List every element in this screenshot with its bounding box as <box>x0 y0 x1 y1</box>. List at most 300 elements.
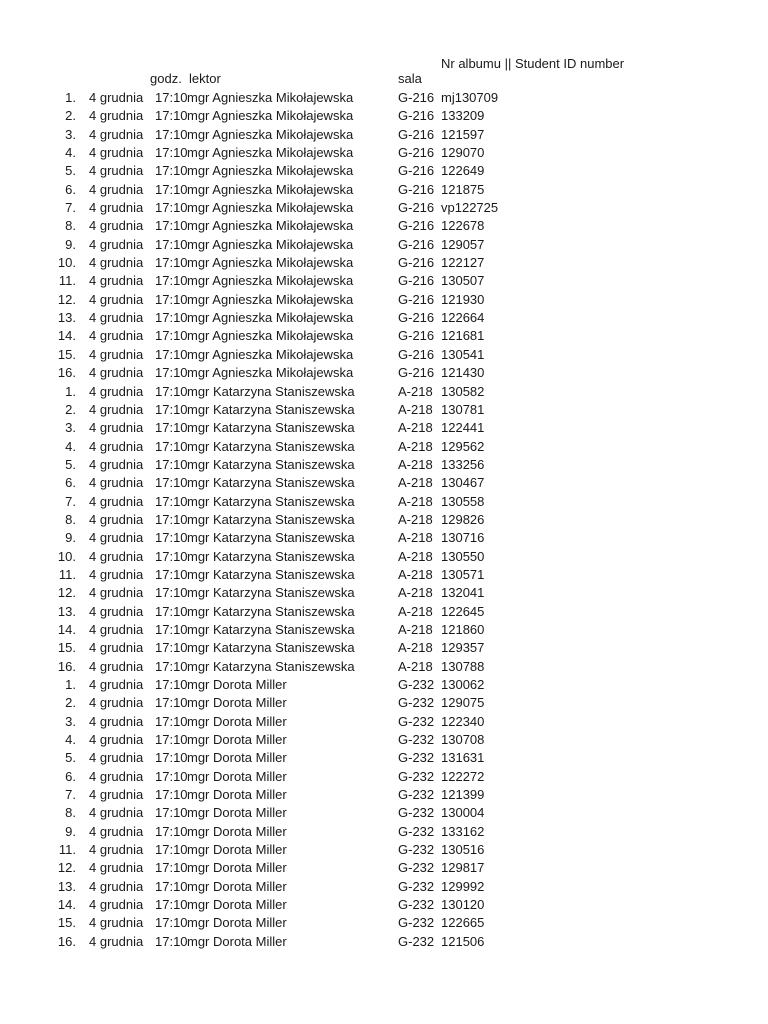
table-row <box>0 236 768 254</box>
row-time: 17:10 <box>155 878 188 894</box>
row-number: 15. <box>57 640 76 656</box>
row-date: 4 grudnia <box>89 713 144 729</box>
row-time: 17:10 <box>155 732 188 748</box>
row-lecturer: mgr Katarzyna Staniszewska <box>187 548 355 564</box>
row-student-id: 130716 <box>441 530 485 546</box>
row-time: 17:10 <box>155 640 188 656</box>
row-student-id: 130550 <box>441 548 485 564</box>
row-date: 4 grudnia <box>89 658 144 674</box>
row-room: G-216 <box>398 236 435 252</box>
row-time: 17:10 <box>155 493 188 509</box>
table-row <box>0 383 768 401</box>
header-time: godz. <box>150 71 182 86</box>
table-row <box>0 804 768 822</box>
table-row <box>0 713 768 731</box>
row-number: 2. <box>65 401 76 417</box>
row-student-id: 129070 <box>441 145 485 161</box>
table-row <box>0 401 768 419</box>
row-date: 4 grudnia <box>89 145 144 161</box>
row-number: 16. <box>57 933 76 949</box>
row-number: 11. <box>58 842 76 858</box>
row-lecturer: mgr Agnieszka Mikołajewska <box>187 365 354 381</box>
row-student-id: 129075 <box>441 695 485 711</box>
row-time: 17:10 <box>155 658 188 674</box>
row-lecturer: mgr Dorota Miller <box>187 768 287 784</box>
row-date: 4 grudnia <box>89 695 144 711</box>
row-number: 16. <box>57 658 76 674</box>
row-time: 17:10 <box>155 236 188 252</box>
row-number: 8. <box>65 805 76 821</box>
row-lecturer: mgr Katarzyna Staniszewska <box>187 493 355 509</box>
row-student-id: 130004 <box>441 805 485 821</box>
row-student-id: 122678 <box>441 218 485 234</box>
row-number: 4. <box>65 438 76 454</box>
row-date: 4 grudnia <box>89 732 144 748</box>
table-row <box>0 529 768 547</box>
row-student-id: 122645 <box>441 603 485 619</box>
row-lecturer: mgr Agnieszka Mikołajewska <box>187 108 354 124</box>
row-room: G-216 <box>398 328 435 344</box>
row-student-id: 121860 <box>441 621 485 637</box>
row-lecturer: mgr Dorota Miller <box>187 677 287 692</box>
table-row <box>0 548 768 566</box>
row-time: 17:10 <box>155 218 188 234</box>
row-date: 4 grudnia <box>89 90 144 105</box>
row-date: 4 grudnia <box>89 603 144 619</box>
row-date: 4 grudnia <box>89 530 144 546</box>
row-room: A-218 <box>398 566 433 582</box>
row-date: 4 grudnia <box>89 420 144 436</box>
row-student-id: 122340 <box>441 713 485 729</box>
row-number: 6. <box>65 475 76 491</box>
row-number: 13. <box>57 878 76 894</box>
row-date: 4 grudnia <box>89 346 144 362</box>
table-row <box>0 914 768 932</box>
row-student-id: 132041 <box>441 585 485 601</box>
table-row <box>0 639 768 657</box>
row-number: 8. <box>65 218 76 234</box>
row-date: 4 grudnia <box>89 456 144 472</box>
row-lecturer: mgr Agnieszka Mikołajewska <box>187 126 354 142</box>
row-lecturer: mgr Agnieszka Mikołajewska <box>187 236 354 252</box>
row-lecturer: mgr Agnieszka Mikołajewska <box>187 90 354 105</box>
row-number: 6. <box>65 768 76 784</box>
table-row <box>0 254 768 272</box>
row-room: G-216 <box>398 346 435 362</box>
row-number: 13. <box>57 310 76 326</box>
row-lecturer: mgr Katarzyna Staniszewska <box>187 401 355 417</box>
row-date: 4 grudnia <box>89 860 144 876</box>
row-lecturer: mgr Dorota Miller <box>187 805 287 821</box>
table-row <box>0 566 768 584</box>
row-number: 9. <box>65 236 76 252</box>
row-time: 17:10 <box>155 768 188 784</box>
row-student-id: 131631 <box>441 750 485 766</box>
table-row <box>0 621 768 639</box>
row-date: 4 grudnia <box>89 328 144 344</box>
row-time: 17:10 <box>155 255 188 271</box>
row-time: 17:10 <box>155 145 188 161</box>
row-room: G-216 <box>398 90 435 105</box>
row-student-id: 130541 <box>441 346 485 362</box>
row-room: G-232 <box>398 915 435 931</box>
row-date: 4 grudnia <box>89 438 144 454</box>
header-lecturer: lektor <box>189 71 221 86</box>
row-student-id: 121875 <box>441 181 485 197</box>
row-lecturer: mgr Dorota Miller <box>187 842 287 858</box>
row-number: 15. <box>57 346 76 362</box>
row-time: 17:10 <box>155 677 188 692</box>
row-number: 13. <box>57 603 76 619</box>
row-room: A-218 <box>398 658 433 674</box>
row-date: 4 grudnia <box>89 200 144 216</box>
row-time: 17:10 <box>155 511 188 527</box>
row-room: G-216 <box>398 108 435 124</box>
row-lecturer: mgr Dorota Miller <box>187 897 287 913</box>
row-room: A-218 <box>398 621 433 637</box>
row-lecturer: mgr Dorota Miller <box>187 750 287 766</box>
row-room: A-218 <box>398 640 433 656</box>
table-row <box>0 731 768 749</box>
row-lecturer: mgr Dorota Miller <box>187 878 287 894</box>
row-date: 4 grudnia <box>89 750 144 766</box>
row-room: G-232 <box>398 713 435 729</box>
row-number: 6. <box>65 181 76 197</box>
row-lecturer: mgr Agnieszka Mikołajewska <box>187 328 354 344</box>
row-lecturer: mgr Agnieszka Mikołajewska <box>187 346 354 362</box>
row-date: 4 grudnia <box>89 878 144 894</box>
row-time: 17:10 <box>155 126 188 142</box>
row-date: 4 grudnia <box>89 805 144 821</box>
row-number: 7. <box>65 787 76 803</box>
row-lecturer: mgr Dorota Miller <box>187 695 287 711</box>
row-number: 12. <box>57 585 76 601</box>
row-lecturer: mgr Agnieszka Mikołajewska <box>187 310 354 326</box>
row-lecturer: mgr Katarzyna Staniszewska <box>187 420 355 436</box>
row-date: 4 grudnia <box>89 842 144 858</box>
table-row <box>0 474 768 492</box>
row-date: 4 grudnia <box>89 548 144 564</box>
row-time: 17:10 <box>155 420 188 436</box>
row-date: 4 grudnia <box>89 383 144 399</box>
row-number: 1. <box>65 90 76 105</box>
row-room: A-218 <box>398 438 433 454</box>
row-date: 4 grudnia <box>89 787 144 803</box>
table-row <box>0 107 768 125</box>
row-room: A-218 <box>398 548 433 564</box>
table-row <box>0 859 768 877</box>
row-student-id: 133256 <box>441 456 485 472</box>
row-room: G-232 <box>398 897 435 913</box>
row-lecturer: mgr Katarzyna Staniszewska <box>187 530 355 546</box>
table-row <box>0 933 768 951</box>
table-row <box>0 217 768 235</box>
table-row <box>0 493 768 511</box>
row-room: A-218 <box>398 493 433 509</box>
table-row <box>0 126 768 144</box>
schedule-list <box>0 89 768 951</box>
row-time: 17:10 <box>155 438 188 454</box>
table-row <box>0 199 768 217</box>
row-student-id: 121430 <box>441 365 485 381</box>
row-student-id: 122649 <box>441 163 485 179</box>
row-lecturer: mgr Agnieszka Mikołajewska <box>187 255 354 271</box>
row-number: 8. <box>65 511 76 527</box>
row-room: G-232 <box>398 878 435 894</box>
row-room: A-218 <box>398 530 433 546</box>
row-date: 4 grudnia <box>89 585 144 601</box>
row-student-id: 133162 <box>441 823 485 839</box>
row-lecturer: mgr Katarzyna Staniszewska <box>187 621 355 637</box>
row-date: 4 grudnia <box>89 108 144 124</box>
row-number: 4. <box>65 145 76 161</box>
row-student-id: 129992 <box>441 878 485 894</box>
table-row <box>0 89 768 107</box>
table-row <box>0 364 768 382</box>
row-room: G-216 <box>398 163 435 179</box>
row-date: 4 grudnia <box>89 677 144 692</box>
row-lecturer: mgr Dorota Miller <box>187 732 287 748</box>
row-room: G-232 <box>398 823 435 839</box>
row-room: G-216 <box>398 126 435 142</box>
row-number: 4. <box>65 732 76 748</box>
table-row <box>0 694 768 712</box>
row-number: 10. <box>57 255 76 271</box>
row-number: 2. <box>65 108 76 124</box>
row-number: 11. <box>58 273 76 289</box>
row-time: 17:10 <box>155 181 188 197</box>
row-student-id: 121597 <box>441 126 485 142</box>
row-room: A-218 <box>398 511 433 527</box>
row-room: G-232 <box>398 933 435 949</box>
row-time: 17:10 <box>155 346 188 362</box>
row-date: 4 grudnia <box>89 621 144 637</box>
row-student-id: 130781 <box>441 401 485 417</box>
row-student-id: 130516 <box>441 842 485 858</box>
table-row <box>0 658 768 676</box>
row-room: G-232 <box>398 695 435 711</box>
row-time: 17:10 <box>155 823 188 839</box>
row-time: 17:10 <box>155 860 188 876</box>
row-number: 1. <box>65 677 76 692</box>
row-number: 14. <box>57 897 76 913</box>
row-lecturer: mgr Agnieszka Mikołajewska <box>187 163 354 179</box>
row-time: 17:10 <box>155 456 188 472</box>
row-lecturer: mgr Katarzyna Staniszewska <box>187 566 355 582</box>
table-row <box>0 584 768 602</box>
row-date: 4 grudnia <box>89 163 144 179</box>
row-student-id: 122272 <box>441 768 485 784</box>
table-row <box>0 272 768 290</box>
row-student-id: 121506 <box>441 933 485 949</box>
table-row <box>0 768 768 786</box>
row-student-id: 122665 <box>441 915 485 931</box>
row-number: 5. <box>65 163 76 179</box>
row-student-id: mj130709 <box>441 90 499 105</box>
row-student-id: 129057 <box>441 236 485 252</box>
header-student-id: Nr albumu || Student ID number <box>441 56 625 71</box>
row-number: 14. <box>57 328 76 344</box>
row-room: A-218 <box>398 603 433 619</box>
row-lecturer: mgr Agnieszka Mikołajewska <box>187 273 354 289</box>
row-room: G-232 <box>398 750 435 766</box>
row-lecturer: mgr Agnieszka Mikołajewska <box>187 145 354 161</box>
row-time: 17:10 <box>155 915 188 931</box>
table-row <box>0 896 768 914</box>
row-room: A-218 <box>398 383 433 399</box>
table-row <box>0 181 768 199</box>
row-room: A-218 <box>398 420 433 436</box>
row-lecturer: mgr Katarzyna Staniszewska <box>187 511 355 527</box>
row-number: 9. <box>65 823 76 839</box>
row-number: 12. <box>57 860 76 876</box>
row-time: 17:10 <box>155 383 188 399</box>
row-date: 4 grudnia <box>89 236 144 252</box>
row-room: A-218 <box>398 475 433 491</box>
row-number: 7. <box>65 200 76 216</box>
table-row <box>0 676 768 694</box>
row-number: 3. <box>65 126 76 142</box>
row-room: G-216 <box>398 255 435 271</box>
row-student-id: 121399 <box>441 787 485 803</box>
row-student-id: 129826 <box>441 511 485 527</box>
row-number: 5. <box>65 456 76 472</box>
row-room: A-218 <box>398 456 433 472</box>
row-room: G-216 <box>398 273 435 289</box>
row-time: 17:10 <box>155 621 188 637</box>
row-student-id: 130558 <box>441 493 485 509</box>
row-room: G-216 <box>398 310 435 326</box>
row-room: G-216 <box>398 291 435 307</box>
row-number: 3. <box>65 420 76 436</box>
row-time: 17:10 <box>155 291 188 307</box>
row-date: 4 grudnia <box>89 365 144 381</box>
row-time: 17:10 <box>155 585 188 601</box>
table-row <box>0 841 768 859</box>
row-date: 4 grudnia <box>89 823 144 839</box>
row-date: 4 grudnia <box>89 768 144 784</box>
row-date: 4 grudnia <box>89 915 144 931</box>
row-time: 17:10 <box>155 310 188 326</box>
row-student-id: 122664 <box>441 310 485 326</box>
row-student-id: 130582 <box>441 383 485 399</box>
row-date: 4 grudnia <box>89 126 144 142</box>
row-date: 4 grudnia <box>89 511 144 527</box>
row-lecturer: mgr Dorota Miller <box>187 860 287 876</box>
row-date: 4 grudnia <box>89 640 144 656</box>
row-time: 17:10 <box>155 603 188 619</box>
row-time: 17:10 <box>155 108 188 124</box>
row-lecturer: mgr Katarzyna Staniszewska <box>187 475 355 491</box>
row-room: G-216 <box>398 145 435 161</box>
row-number: 16. <box>57 365 76 381</box>
row-room: G-232 <box>398 732 435 748</box>
row-number: 2. <box>65 695 76 711</box>
row-number: 5. <box>65 750 76 766</box>
row-lecturer: mgr Agnieszka Mikołajewska <box>187 181 354 197</box>
row-number: 1. <box>65 383 76 399</box>
row-room: G-232 <box>398 677 435 692</box>
row-student-id: 121681 <box>441 328 485 344</box>
row-time: 17:10 <box>155 933 188 949</box>
row-lecturer: mgr Dorota Miller <box>187 787 287 803</box>
row-date: 4 grudnia <box>89 291 144 307</box>
row-number: 9. <box>65 530 76 546</box>
table-row <box>0 878 768 896</box>
row-time: 17:10 <box>155 401 188 417</box>
row-room: G-216 <box>398 365 435 381</box>
row-number: 11. <box>58 566 76 582</box>
row-room: A-218 <box>398 585 433 601</box>
row-time: 17:10 <box>155 475 188 491</box>
row-room: G-216 <box>398 181 435 197</box>
table-row <box>0 511 768 529</box>
row-number: 15. <box>57 915 76 931</box>
table-row <box>0 603 768 621</box>
row-student-id: 130788 <box>441 658 485 674</box>
row-room: G-232 <box>398 787 435 803</box>
header-room: sala <box>398 71 422 86</box>
row-time: 17:10 <box>155 90 188 105</box>
row-student-id: 122441 <box>441 420 485 436</box>
row-time: 17:10 <box>155 548 188 564</box>
table-row <box>0 291 768 309</box>
row-student-id: 129562 <box>441 438 485 454</box>
table-row <box>0 823 768 841</box>
row-room: G-216 <box>398 200 435 216</box>
table-row <box>0 456 768 474</box>
row-date: 4 grudnia <box>89 566 144 582</box>
row-room: G-232 <box>398 768 435 784</box>
row-lecturer: mgr Agnieszka Mikołajewska <box>187 291 354 307</box>
row-student-id: 130120 <box>441 897 485 913</box>
row-student-id: 130062 <box>441 677 485 692</box>
table-row <box>0 438 768 456</box>
table-row <box>0 309 768 327</box>
row-student-id: 133209 <box>441 108 485 124</box>
row-student-id: 129357 <box>441 640 485 656</box>
table-row <box>0 749 768 767</box>
row-student-id: vp122725 <box>441 200 499 216</box>
row-date: 4 grudnia <box>89 273 144 289</box>
row-date: 4 grudnia <box>89 493 144 509</box>
row-lecturer: mgr Agnieszka Mikołajewska <box>187 218 354 234</box>
row-student-id: 130467 <box>441 475 485 491</box>
row-lecturer: mgr Dorota Miller <box>187 915 287 931</box>
row-time: 17:10 <box>155 713 188 729</box>
row-date: 4 grudnia <box>89 401 144 417</box>
row-time: 17:10 <box>155 842 188 858</box>
row-number: 12. <box>57 291 76 307</box>
row-number: 7. <box>65 493 76 509</box>
row-number: 10. <box>57 548 76 564</box>
row-room: A-218 <box>398 401 433 417</box>
row-time: 17:10 <box>155 787 188 803</box>
row-room: G-216 <box>398 218 435 234</box>
row-room: G-232 <box>398 842 435 858</box>
row-lecturer: mgr Dorota Miller <box>187 933 287 949</box>
row-time: 17:10 <box>155 328 188 344</box>
row-time: 17:10 <box>155 163 188 179</box>
row-number: 14. <box>57 621 76 637</box>
table-row <box>0 786 768 804</box>
row-time: 17:10 <box>155 365 188 381</box>
row-student-id: 130708 <box>441 732 485 748</box>
table-row <box>0 419 768 437</box>
row-time: 17:10 <box>155 530 188 546</box>
row-time: 17:10 <box>155 805 188 821</box>
row-lecturer: mgr Katarzyna Staniszewska <box>187 658 355 674</box>
